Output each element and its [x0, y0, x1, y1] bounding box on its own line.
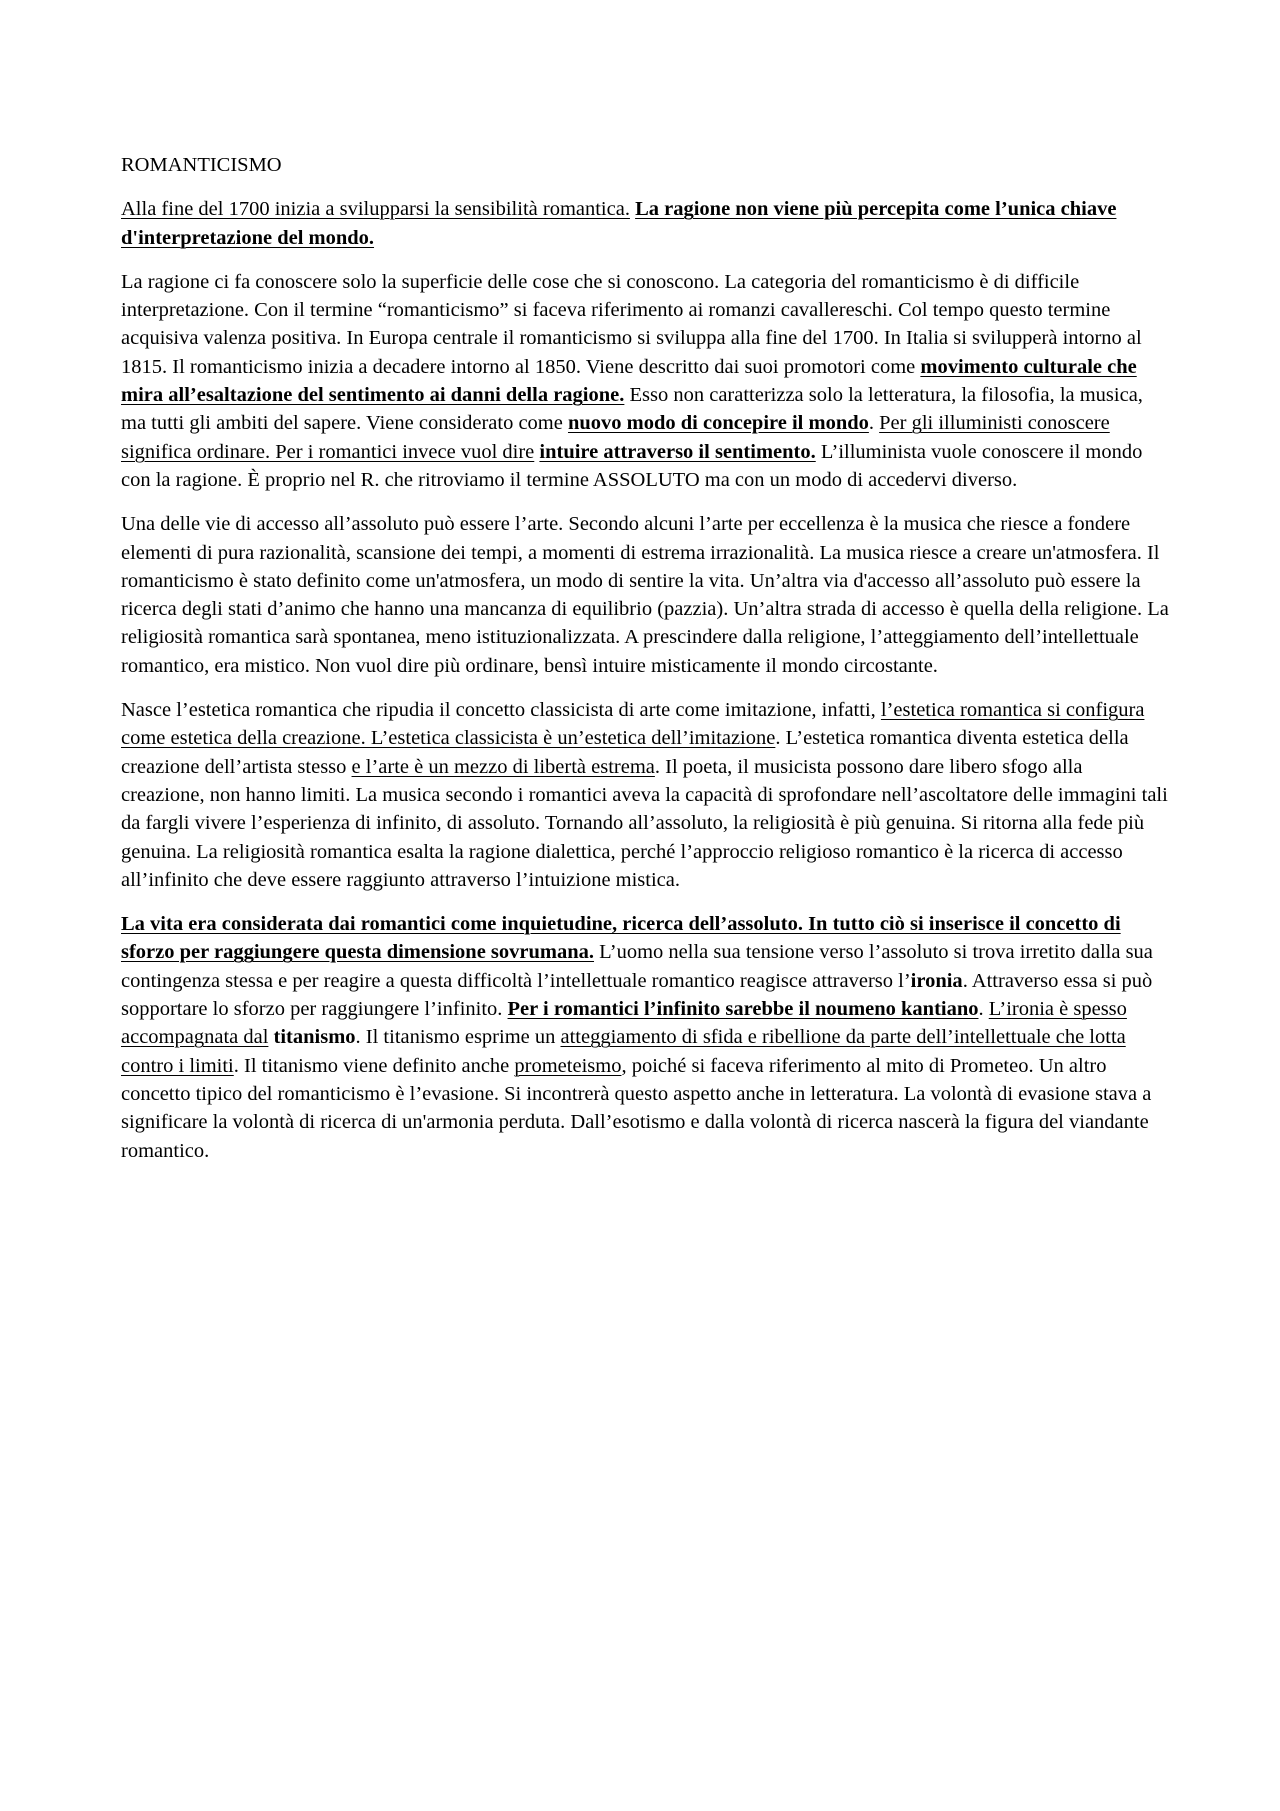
paragraph-1	[121, 195, 1171, 252]
body-text: . Il titanismo esprime un	[355, 1026, 556, 1049]
bold-underlined-text: intuire attraverso il sentimento.	[539, 440, 816, 463]
body-text: L’uomo nella sua tensione verso l’assoluto si trova irretito dalla sua contingenza stessa e per reagire a questa difficoltà l’intellettuale romantico reagisce attraverso l’	[121, 941, 1153, 992]
paragraph-3: Una delle vie di accesso all’assoluto può essere l’arte. Secondo alcuni l’arte per eccellenza è la musica che riesce a fondere elementi di pura razionalità, scansione dei tempi, a momenti di estrema irrazionalità. La musica riesce a creare un'atmosfera. Il romanticismo è stato definito come un'atmosfera, un modo di sentire la vita. Un’altra via d'accesso all’assoluto può essere la ricerca degli stati d’animo che hanno una mancanza di equilibrio (pazzia). Un’altra strada di accesso è quella della religione. La religiosità romantica sarà spontanea, meno istituzionalizzata. A prescindere dalla religione, l’atteggiamento dell’intellettuale romantico, era mistico. Non vuol dire più ordinare, bensì intuire misticamente il mondo circostante.	[121, 513, 1169, 677]
bold-text: titanismo	[273, 1026, 356, 1049]
paragraph-4	[121, 696, 1171, 894]
bold-underlined-text: Per i romantici l’infinito sarebbe il noumeno kantiano	[507, 998, 979, 1021]
underlined-text: e l’arte è un mezzo di libertà estrema	[351, 755, 655, 778]
bold-underlined-text: La vita era considerata dai romantici come inquietudine, ricerca dell’assoluto. In tutto ciò si inserisce il concetto di sforzo per raggiungere questa dimensione sovrumana.	[121, 913, 1121, 964]
document-page	[121, 151, 1171, 1181]
underlined-text: L’ironia è spesso accompagnata dal	[121, 998, 1127, 1049]
underlined-text: Per gli illuministi conoscere significa ordinare. Per i romantici invece vuol dire	[121, 412, 1110, 463]
underlined-text: Alla fine del 1700 inizia a svilupparsi la sensibilità romantica.	[121, 198, 630, 221]
body-text: . Il titanismo viene definito anche	[233, 1054, 510, 1077]
body-text: . L’estetica romantica diventa estetica della creazione dell’artista stesso	[121, 727, 1129, 778]
body-text: Nasce l’estetica romantica che ripudia il concetto classicista di arte come imitazione, infatti,	[121, 699, 876, 722]
underlined-text: l’estetica romantica si configura come estetica della creazione. L’estetica classicista è un’estetica dell’imitazione	[121, 699, 1145, 750]
body-text: , poiché si faceva riferimento al mito di Prometeo. Un altro concetto tipico del romanticismo è l’evasione. Si incontrerà questo aspetto anche in letteratura. La volontà di evasione stava a significare la volontà di ricerca di un'armonia perduta. Dall’esotismo e dalla volontà di ricerca nascerà la figura del viandante romantico.	[121, 1054, 1152, 1162]
bold-underlined-text: La ragione non viene più percepita come l’unica chiave d'interpretazione del mondo.	[121, 198, 1117, 249]
body-text: Esso non caratterizza solo la letteratura, la filosofia, la musica, ma tutti gli ambiti del sapere. Viene considerato come	[121, 384, 1143, 435]
bold-underlined-text: nuovo modo di concepire il mondo	[567, 412, 869, 435]
body-text: . Il poeta, il musicista possono dare libero sfogo alla creazione, non hanno limiti. La musica secondo i romantici aveva la capacità di sprofondare nell’ascoltatore delle immagini tali da fargli vivere l’esperienza di infinito, di assoluto. Tornando all’assoluto, la religiosità è più genuina. Si ritorna alla fede più genuina. La religiosità romantica esalta la ragione dialettica, perché l’approccio religioso romantico è la ricerca di accesso all’infinito che deve essere raggiunto attraverso l’intuizione mistica.	[121, 755, 1168, 891]
bold-text: ironia	[910, 969, 963, 992]
paragraph-5	[121, 910, 1171, 1165]
body-text: .	[978, 998, 984, 1021]
document-title: ROMANTICISMO	[121, 154, 282, 176]
body-text: La ragione ci fa conoscere solo la superficie delle cose che si conoscono. La categoria del romanticismo è di difficile interpretazione. Con il termine “romanticismo” si faceva riferimento ai romanzi cavallereschi. Col tempo questo termine acquisiva valenza positiva. In Europa centrale il romanticismo si sviluppa alla fine del 1700. In Italia si svilupperà intorno al 1815. Il romanticismo inizia a decadere intorno al 1850. Viene descritto dai suoi promotori come	[121, 270, 1142, 378]
bold-underlined-text: movimento culturale che mira all’esaltazione del sentimento ai danni della ragione.	[121, 355, 1137, 407]
body-text: . Attraverso essa si può sopportare lo sforzo per raggiungere l’infinito.	[121, 969, 1153, 1021]
underlined-text: atteggiamento di sfida e ribellione da parte dell’intellettuale che lotta contro i limiti	[121, 1026, 1126, 1077]
underlined-text: prometeismo	[514, 1054, 622, 1077]
paragraph-2	[121, 268, 1171, 494]
body-text: L’illuminista vuole conoscere il mondo con la ragione. È proprio nel R. che ritroviamo il termine ASSOLUTO ma con un modo di accedervi diverso.	[121, 440, 1143, 491]
body-text: .	[868, 412, 875, 435]
